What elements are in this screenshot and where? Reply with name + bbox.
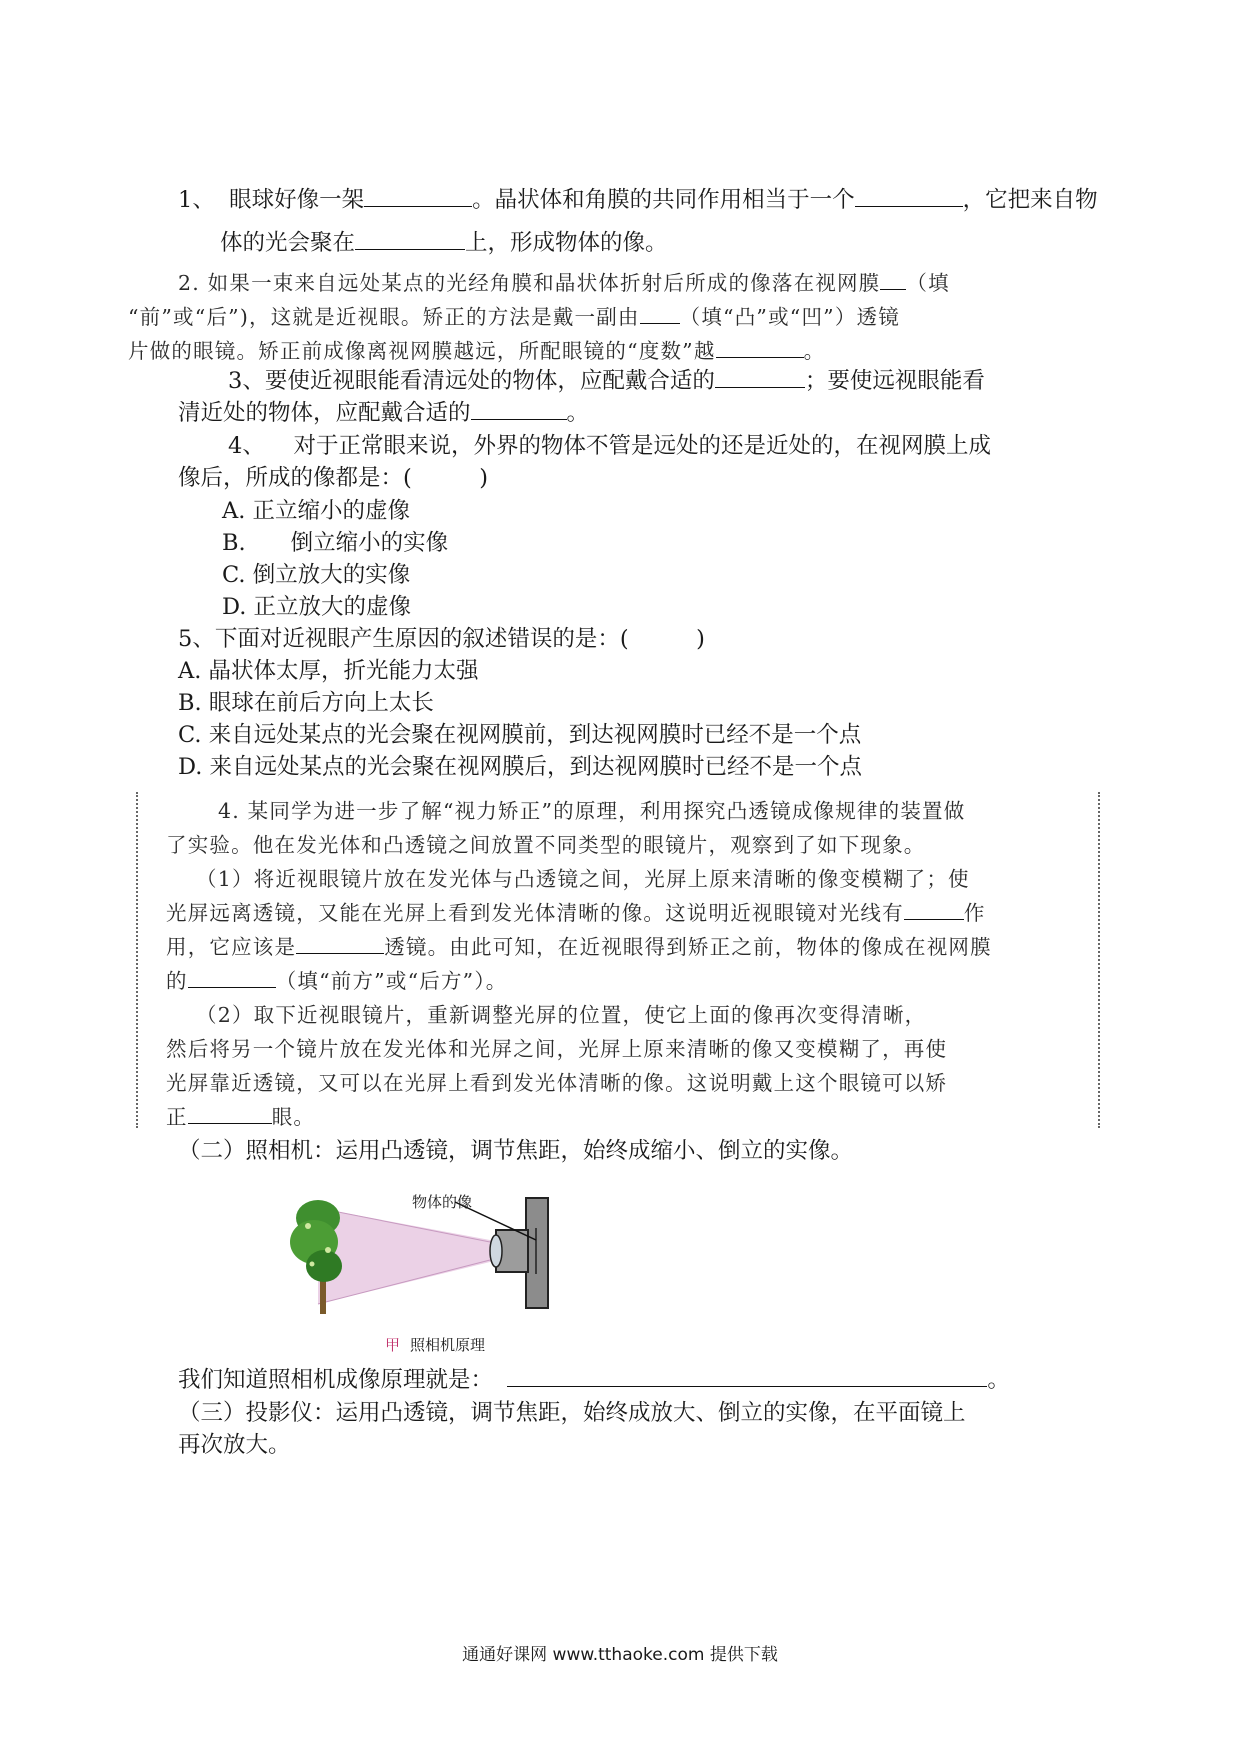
q2-blank-1[interactable]	[880, 271, 906, 290]
projector-line1: （三）投影仪：运用凸透镜，调节焦距，始终成放大、倒立的实像，在平面镜上	[178, 1400, 966, 1426]
box-line3: （1）将近视眼镜片放在发光体与凸透镜之间，光屏上原来清晰的像变模糊了；使	[196, 867, 970, 891]
box-line6	[166, 966, 507, 996]
box-blank-3[interactable]	[188, 969, 276, 988]
box-line7: （2）取下近视眼镜片，重新调整光屏的位置，使它上面的像再次变得清晰，	[196, 1003, 927, 1027]
q4-option-b[interactable]: B. 倒立缩小的实像	[222, 530, 449, 556]
box-blank-1[interactable]	[904, 901, 964, 920]
q1-text-d: 体的光会聚在	[220, 230, 356, 256]
box-line9: 光屏靠近透镜，又可以在光屏上看到发光体清晰的像。这说明戴上这个眼镜可以矫	[166, 1071, 948, 1095]
box-blank-4[interactable]	[188, 1105, 272, 1124]
q2-line1	[178, 268, 950, 298]
box-text-c: 用，它应该是	[166, 935, 297, 959]
box-text-a: 光屏远离透镜，又能在光屏上看到发光体清晰的像。这说明近视眼镜对光线有	[166, 901, 904, 925]
q5-stem: 5、下面对近视眼产生原因的叙述错误的是：( )	[178, 626, 705, 652]
box-text-b: 作	[963, 901, 986, 925]
figure-label: 物体的像	[412, 1193, 473, 1211]
camera-heading: （二）照相机：运用凸透镜，调节焦距，始终成缩小、倒立的实像。	[178, 1138, 854, 1164]
figure-caption	[385, 1334, 485, 1355]
box-line8: 然后将另一个镜片放在发光体和光屏之间，光屏上原来清晰的像又变模糊了，再使	[166, 1037, 948, 1061]
q3-line2	[178, 398, 589, 428]
box-text-h: 眼。	[271, 1105, 316, 1129]
box-blank-2[interactable]	[296, 935, 384, 954]
q4-line1	[228, 431, 991, 461]
q2-text-f: 。	[803, 339, 826, 363]
q1-number: 1、	[178, 187, 215, 213]
q1-text-b: 。晶状体和角膜的共同作用相当于一个	[472, 187, 855, 213]
q2-blank-2[interactable]	[640, 305, 680, 324]
q3-blank-2[interactable]	[471, 399, 567, 420]
q5-option-a[interactable]: A. 晶状体太厚，折光能力太强	[178, 658, 479, 684]
camera-blank[interactable]	[507, 1366, 987, 1387]
q3-text-d: 。	[566, 400, 590, 426]
q2-blank-3[interactable]	[716, 339, 804, 358]
box-text-f: （填“前方”或“后方”）。	[275, 969, 508, 993]
q5-option-b[interactable]: B. 眼球在前后方向上太长	[178, 690, 434, 716]
box-line1: 4. 某同学为进一步了解“视力矫正”的原理，利用探究凸透镜成像规律的装置做	[218, 799, 966, 823]
q4-option-c[interactable]: C. 倒立放大的实像	[222, 562, 411, 588]
box-line5	[166, 932, 992, 962]
camera-question	[178, 1365, 1010, 1395]
q4-line2: 像后，所成的像都是：( )	[178, 465, 489, 491]
q2-line3	[128, 336, 825, 366]
q5-option-c[interactable]: C. 来自远处某点的光会聚在视网膜前，到达视网膜时已经不是一个点	[178, 722, 862, 748]
camera-question-text: 我们知道照相机成像原理就是：	[178, 1367, 494, 1393]
q4-option-d[interactable]: D. 正立放大的虚像	[222, 594, 412, 620]
q4-text-a: 对于正常眼来说，外界的物体不管是远处的还是近处的，在视网膜上成	[293, 433, 991, 459]
q3-text-a: 3、要使近视眼能看清远处的物体，应配戴合适的	[228, 368, 715, 394]
q1-blank-1[interactable]	[364, 186, 472, 207]
q2-text-d: （填“凸”或“凹”）透镜	[679, 305, 900, 329]
q1-text-e: 上，形成物体的像。	[465, 230, 668, 256]
q2-text-b: （填	[906, 271, 950, 295]
q2-text-e: 片做的眼镜。矫正前成像离视网膜越远，所配眼镜的“度数”越	[128, 339, 716, 363]
figure-caption-jia: 甲	[385, 1336, 401, 1354]
q4-option-a[interactable]: A. 正立缩小的虚像	[222, 498, 411, 524]
q3-line1	[228, 366, 985, 396]
q1-blank-2[interactable]	[855, 186, 963, 207]
q5-option-d[interactable]: D. 来自远处某点的光会聚在视网膜后，到达视网膜时已经不是一个点	[178, 754, 863, 780]
light-cone	[318, 1208, 490, 1304]
page-footer: 通通好课网 www.tthaoke.com 提供下载	[462, 1645, 778, 1665]
box-text-e: 的	[166, 969, 188, 993]
q1-line2	[220, 228, 668, 258]
q4-number: 4、	[228, 433, 265, 459]
q2-line2	[128, 302, 900, 332]
q1-text-a: 眼球好像一架	[229, 187, 365, 213]
q1-blank-3[interactable]	[355, 229, 465, 250]
box-line10	[166, 1102, 315, 1132]
q2-text-c: “前”或“后”)，这就是近视眼。矫正的方法是戴一副由	[128, 305, 640, 329]
q1-text-c: ，它把来自物	[962, 187, 1098, 213]
camera-question-end: 。	[987, 1367, 1010, 1393]
box-text-d: 透镜。由此可知，在近视眼得到矫正之前，物体的像成在视网膜	[384, 935, 992, 959]
q2-text-a: 2. 如果一束来自远处某点的光经角膜和晶状体折射后所成的像落在视网膜	[178, 271, 881, 295]
projector-line2: 再次放大。	[178, 1432, 291, 1458]
box-text-g: 正	[166, 1105, 188, 1129]
q3-text-c: 清近处的物体，应配戴合适的	[178, 400, 471, 426]
q1-line1	[178, 185, 1098, 215]
q3-text-b: ；要使远视眼能看	[804, 368, 985, 394]
box-line2: 了实验。他在发光体和凸透镜之间放置不同类型的眼镜片，观察到了如下现象。	[166, 833, 926, 857]
q3-blank-1[interactable]	[715, 367, 805, 388]
camera-body-icon	[490, 1198, 548, 1308]
figure-caption-text: 照相机原理	[410, 1336, 486, 1354]
box-line4	[166, 898, 986, 928]
